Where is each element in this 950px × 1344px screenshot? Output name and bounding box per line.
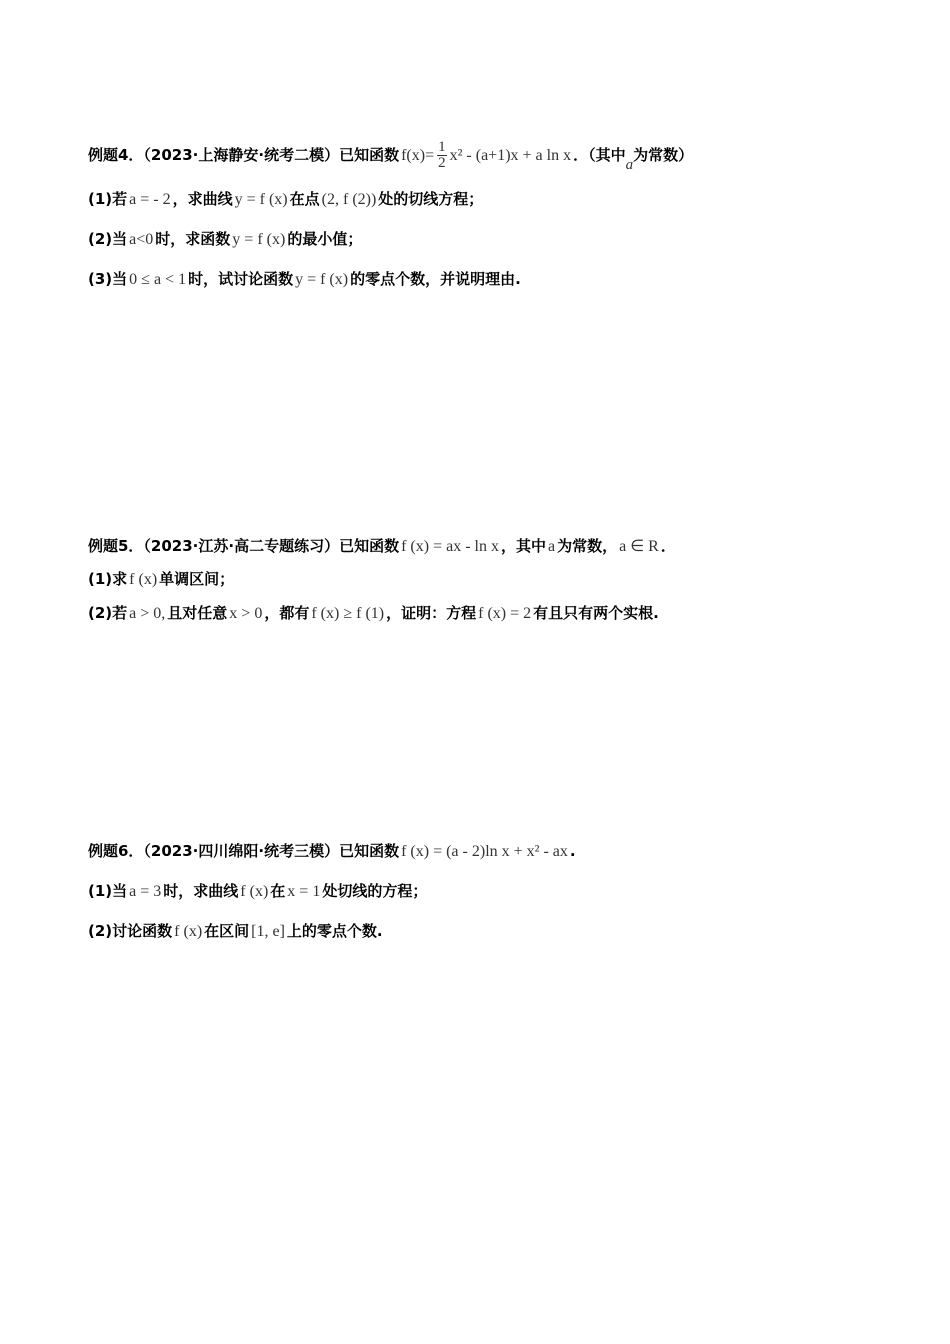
example-6-title: 例题6．（2023·四川绵阳·统考三模）已知函数 f (x) = (a - 2)ln x + x² - ax .	[88, 842, 576, 860]
ex4-func-lhs: f(x)=	[401, 147, 435, 164]
example-6-question-2: (2)讨论函数 f (x) 在区间 [1, e] 上的零点个数.	[88, 922, 383, 940]
example-5-question-2: (2)若 a > 0, 且对任意 x > 0 ，都有 f (x) ≥ f (1) ，证明：方程 f (x) = 2 有且只有两个实根.	[88, 604, 659, 622]
example-6-question-1: (1)当 a = 3 时，求曲线 f (x) 在 x = 1 处切线的方程；	[88, 882, 428, 900]
example-4-question-2: (2)当 a<0 时，求函数 y = f (x) 的最小值；	[88, 230, 363, 248]
example-5-title: 例题5．（2023·江苏·高二专题练习）已知函数 f (x) = ax - ln x ，其中 a 为常数， a ∈ R ．	[88, 537, 676, 555]
ex4-var-a: a	[625, 157, 634, 173]
example-4-question-1: (1)若 a = - 2 ，求曲线 y = f (x) 在点 (2, f (2)) 处的切线方程；	[88, 190, 484, 208]
example-4-title: 例题4．（2023·上海静安·统考二模）已知函数 f(x)= $\frac{1}{2}$ x² - (a+1)x + a ln x ．（其中a为常数）	[88, 139, 694, 173]
example-5-question-1: (1)求 f (x) 单调区间；	[88, 570, 235, 588]
ex4-fraction: $\frac{1}{2}$	[438, 139, 446, 171]
ex4-func-rhs: x² - (a+1)x + a ln x	[449, 147, 572, 164]
example-4-question-3: (3)当 0 ≤ a < 1 时，试讨论函数 y = f (x) 的零点个数，并说明理由.	[88, 270, 521, 288]
